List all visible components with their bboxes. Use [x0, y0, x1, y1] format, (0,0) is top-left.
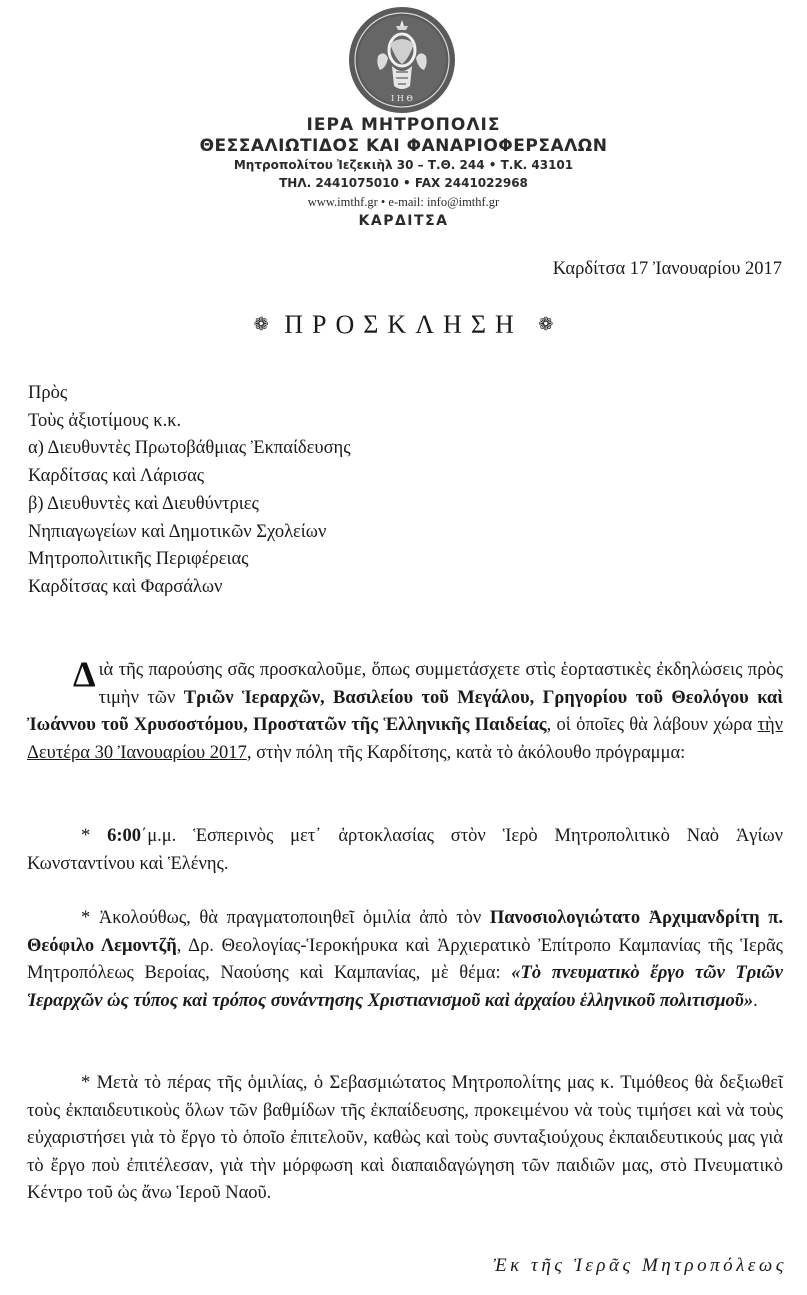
signature-line: Ἐκ τῆς Ἱερᾶς Μητροπόλεως	[493, 1255, 787, 1276]
para2-text: ΄μ.μ. Ἑσπερινὸς μετ᾽ ἀρτοκλασίας στὸν Ἱερὸ Μητροπολιτικὸ Ναὸ Ἁγίων Κωνσταντίνου καὶ Ἑλένης.	[27, 826, 783, 874]
svg-text:I H Θ: I H Θ	[391, 94, 413, 103]
para3-text3: .	[753, 990, 758, 1011]
drop-cap-letter: Δ	[73, 654, 96, 694]
para1-date-underlined: τὴν Δευτέρα 30 Ἰανουαρίου 2017	[27, 715, 784, 763]
invitation-paragraph	[27, 654, 784, 767]
recipient-line: Μητροπολιτικῆς Περιφέρειας	[28, 549, 249, 570]
para4-text: * Μετὰ τὸ πέρας τῆς ὁμιλίας, ὁ Σεβασμιώτατος Μητροπολίτης μας κ. Τιμόθεος θὰ δεξιωθεῖ τοὺς ἐκπαιδευτικοὺς ὅλων τῶν βαθμίδων τῆς ἐκπαίδευσης, προκειμένου νὰ τοὺς τιμήσει καὶ νὰ τοὺς εὐχαριστήσει γιὰ τὸ ἔργο τὸ ὁποῖο ἐπιτελοῦν, καθὼς καὶ τοὺς συνταξιούχους ἐκπαιδευτικούς μας γιὰ τὸ ἔργο ποὺ ἐπιτέλεσαν, γιὰ τὴν μόρφωση καὶ διαπαιδαγώγηση τῶν παιδιῶν μας, στὸ Πνευματικὸ Κέντρο τοῦ ὡς ἄνω Ἱεροῦ Ναοῦ.	[27, 1073, 783, 1204]
recipient-line: Πρὸς	[28, 383, 68, 403]
para2-star: *	[81, 826, 108, 846]
para3-topic-bold-italic: «Τὸ πνευματικὸ ἔργο τῶν Τριῶν Ἱεραρχῶν ὡς τύπος καὶ τρόπος συνάντησης Χριστιανισμοῦ καὶ ἀρχαίου ἑλληνικοῦ πολιτισμοῦ»	[27, 963, 783, 1011]
letterhead-city: ΚΑΡΔΙΤΣΑ	[358, 213, 449, 229]
ornament-left-icon: ❁	[253, 314, 269, 334]
program-item-speech	[27, 905, 783, 1015]
recipient-line: α) Διευθυντὲς Πρωτοβάθμιας Ἐκπαίδευσης	[28, 438, 351, 459]
date-line: Καρδίτσα 17 Ἰανουαρίου 2017	[552, 259, 782, 279]
recipients-block	[28, 380, 351, 602]
ornament-right-icon: ❁	[538, 314, 554, 334]
para3-text1: * Ἀκολούθως, θὰ πραγματοποιηθεῖ ὁμιλία ἀπὸ τὸν	[81, 908, 490, 928]
recipient-line: Καρδίτσας καὶ Λάρισας	[28, 466, 205, 487]
para1-hierarchs-bold: Τριῶν Ἱεραρχῶν, Βασιλείου τοῦ Μεγάλου, Γρηγορίου τοῦ Θεολόγου καὶ Ἰωάννου τοῦ Χρυσοστόμου, Προστατῶν τῆς Ἑλληνικῆς Παιδείας	[27, 687, 783, 736]
letterhead-phone-fax: ΤΗΛ. 2441075010 • FAX 2441022968	[279, 176, 528, 190]
program-item-vespers	[27, 823, 783, 878]
para3-speaker-bold: Πανοσιολογιώτατο Ἀρχιμανδρίτη π. Θεόφιλο Λεμοντζῆ	[27, 908, 784, 956]
para1-text3: , στὴν πόλη τῆς Καρδίτσης, κατὰ τὸ ἀκόλουθο πρόγραμμα:	[246, 742, 686, 763]
para1-text2: , οἱ ὁποῖες θὰ λάβουν χώρα	[546, 715, 758, 736]
letterhead-web-email: www.imthf.gr • e-mail: info@imthf.gr	[307, 195, 500, 209]
recipient-line: Καρδίτσας καὶ Φαρσάλων	[28, 576, 223, 597]
letterhead-org-line2: ΘΕΣΣΑΛΙΩΤΙΔΟΣ ΚΑΙ ΦΑΝΑΡΙΟΦΕΡΣΑΛΩΝ	[199, 136, 608, 156]
recipient-line: Νηπιαγωγείων καὶ Δημοτικῶν Σχολείων	[28, 521, 327, 542]
para2-time-bold: 6:00	[107, 826, 142, 846]
title-text: ΠΡΟΣΚΛΗΣΗ	[284, 310, 523, 339]
program-item-reception	[27, 1070, 783, 1208]
recipient-line: β) Διευθυντὲς καὶ Διευθύντριες	[28, 493, 259, 514]
document-title	[0, 310, 807, 340]
letterhead-org-line1: ΙΕΡΑ ΜΗΤΡΟΠΟΛΙΣ	[306, 115, 501, 135]
letterhead-address: Μητροπολίτου Ἰεζεκιὴλ 30 – Τ.Θ. 244 • Τ.Κ. 43101	[233, 158, 574, 172]
metropolis-seal-logo	[348, 6, 456, 114]
recipient-line: Τοὺς ἀξιοτίμους κ.κ.	[28, 410, 182, 431]
para1-text1: ιὰ τῆς παρούσης σᾶς προσκαλοῦμε, ὅπως συμμετάσχετε στὶς ἑορταστικὲς ἐκδηλώσεις πρὸς τιμὴν τῶν	[98, 660, 783, 708]
para3-text2: , Δρ. Θεολογίας-Ἱεροκήρυκα καὶ Ἀρχιερατικὸ Ἐπίτροπο Καμπανίας τῆς Ἱερᾶς Μητροπόλεως Βεροίας, Ναούσης καὶ Καμπανίας, μὲ θέμα:	[27, 935, 783, 984]
